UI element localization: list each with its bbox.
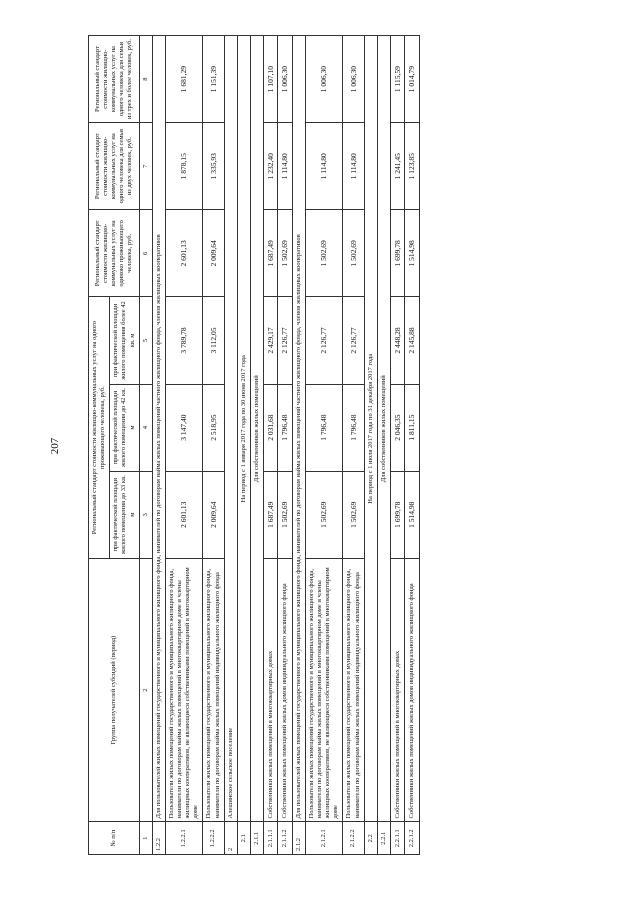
- column-number: 6: [139, 210, 152, 297]
- section-title: Алешинское сельское поселение: [224, 36, 237, 822]
- value-cell: 1 502,69: [343, 471, 364, 558]
- value-cell: 1 114,80: [278, 123, 292, 210]
- value-cell: 2 009,64: [203, 471, 224, 558]
- value-cell: 1 502,69: [305, 471, 343, 558]
- header-family-two: Региональный стандарт стоимости жилищно-коммунальных услуг на одного человека для семьи из двух человек, руб.: [89, 123, 140, 210]
- header-area-42: при фактической площади жилого помещения до 42 кв. м: [110, 384, 139, 471]
- value-cell: 1 796,48: [278, 384, 292, 471]
- value-cell: 2 031,68: [264, 384, 278, 471]
- column-number: 4: [139, 384, 152, 471]
- value-cell: 2 046,35: [390, 384, 404, 471]
- recipient-group-cell: Собственники жилых помещений жилых домов индивидуального жилищного фонда: [405, 558, 419, 822]
- row-number: 2.1: [237, 822, 250, 855]
- value-cell: 1 796,48: [305, 384, 343, 471]
- table-row: [203, 36, 224, 855]
- table-row: [165, 36, 203, 855]
- value-cell: 1 114,80: [343, 123, 364, 210]
- value-cell: 1 699,78: [390, 210, 404, 297]
- column-number: 3: [139, 471, 152, 558]
- row-number: 2.1.1.1: [264, 822, 278, 855]
- value-cell: 3 789,78: [165, 297, 203, 384]
- value-cell: 2 009,64: [203, 210, 224, 297]
- value-cell: 1 699,78: [390, 471, 404, 558]
- row-number: 2: [224, 822, 237, 855]
- table-row: [390, 36, 404, 855]
- value-cell: 1 878,15: [165, 123, 203, 210]
- value-cell: 2 126,77: [278, 297, 292, 384]
- value-cell: 2 601,13: [165, 471, 203, 558]
- period-title: На период с 1 января 2017 года по 30 июня 2017 года: [237, 36, 250, 822]
- recipient-group-cell: Собственники жилых помещений в многоквартирных домах: [390, 558, 404, 822]
- value-cell: 1 123,85: [405, 123, 419, 210]
- row-number: 2.1.1: [250, 822, 263, 855]
- header-family-three: Региональный стандарт стоимости жилищно-коммунальных услуг на одного человека для семьи из трех и более человек, руб.: [89, 36, 140, 123]
- table-row: [278, 36, 292, 855]
- row-number: 1.2.2.2: [203, 822, 224, 855]
- row-number: 2.1.2: [292, 822, 305, 855]
- row-number: 1.2.2: [152, 822, 165, 855]
- value-cell: 1 514,98: [405, 471, 419, 558]
- section-title: Для пользователей жилых помещений государственного и муниципального жилищного фонда, нанимателей по договорам найма жилых помещений частного жилищного фонда, членов жилищных кооперативов: [292, 36, 305, 822]
- value-cell: 1 115,59: [390, 36, 404, 123]
- rotated-table-sheet: [88, 35, 608, 855]
- recipient-group-cell: Собственники жилых помещений в многоквартирных домах: [264, 558, 278, 822]
- row-number: 2.2: [364, 822, 377, 855]
- value-cell: 2 126,77: [305, 297, 343, 384]
- value-cell: 1 241,45: [390, 123, 404, 210]
- row-number: 2.2.1.2: [405, 822, 419, 855]
- recipient-group-cell: Собственники жилых помещений жилых домов индивидуального жилищного фонда: [278, 558, 292, 822]
- header-no: № п/п: [89, 822, 140, 855]
- section-row: [224, 36, 237, 855]
- value-cell: 1 335,93: [203, 123, 224, 210]
- period-row: [364, 36, 377, 855]
- column-number: 8: [139, 36, 152, 123]
- value-cell: 3 112,05: [203, 297, 224, 384]
- value-cell: 1 514,98: [405, 210, 419, 297]
- value-cell: 2 126,77: [343, 297, 364, 384]
- standards-table: [88, 35, 420, 855]
- value-cell: 1 114,80: [305, 123, 343, 210]
- value-cell: 1 502,69: [343, 210, 364, 297]
- header-group-standard: Региональный стандарт стоимости жилищно-коммунальных услуг на одного проживающего человека, руб.: [89, 297, 110, 558]
- value-cell: 1 811,15: [405, 384, 419, 471]
- page-number: 207: [49, 437, 61, 455]
- value-cell: 1 014,79: [405, 36, 419, 123]
- header-single: Региональный стандарт стоимости жилищно-коммунальных услуг на одиноко проживающего человека, руб.: [89, 210, 140, 297]
- value-cell: 1 502,69: [278, 210, 292, 297]
- header-area-33: при фактической площади жилого помещения до 33 кв. м: [110, 471, 139, 558]
- value-cell: 1 232,40: [264, 123, 278, 210]
- value-cell: 2 429,17: [264, 297, 278, 384]
- value-cell: 1 502,69: [305, 210, 343, 297]
- row-number: 2.1.1.2: [278, 822, 292, 855]
- recipient-group-cell: Пользователи жилых помещений государственного и муниципального жилищного фонда, наниматели по договорам найма жилых помещений в многоквартирном доме и члены жилищных кооперативов, не являющиеся собственниками помещений в многоквартирном доме: [305, 558, 343, 822]
- value-cell: 2 601,13: [165, 210, 203, 297]
- value-cell: 1 796,48: [343, 384, 364, 471]
- row-number: 1.2.2.1: [165, 822, 203, 855]
- column-number: 7: [139, 123, 152, 210]
- recipient-group-cell: Пользователи жилых помещений государственного и муниципального жилищного фонда, наниматели по договорам найма жилых помещений индивидуального жилищного фонда: [343, 558, 364, 822]
- period-title: Для собственников жилых помещений: [377, 36, 390, 822]
- value-cell: 2 145,88: [405, 297, 419, 384]
- recipient-group-cell: Пользователи жилых помещений государственного и муниципального жилищного фонда, наниматели по договорам найма жилых помещений индивидуального жилищного фонда: [203, 558, 224, 822]
- value-cell: 2 448,28: [390, 297, 404, 384]
- row-number: 2.2.1: [377, 822, 390, 855]
- table-row: [264, 36, 278, 855]
- column-number: 1: [139, 822, 152, 855]
- period-row: [250, 36, 263, 855]
- section-title: Для пользователей жилых помещений государственного и муниципального жилищного фонда, нанимателей по договорам найма жилых помещений частного жилищного фонда, членов жилищных кооперативов: [152, 36, 165, 822]
- value-cell: 3 147,40: [165, 384, 203, 471]
- period-row: [377, 36, 390, 855]
- period-title: На период с 1 июля 2017 года по 31 декабря 2017 года: [364, 36, 377, 822]
- value-cell: 1 502,69: [278, 471, 292, 558]
- table-row: [405, 36, 419, 855]
- value-cell: 1 687,49: [264, 471, 278, 558]
- value-cell: 1 151,39: [203, 36, 224, 123]
- value-cell: 1 006,30: [305, 36, 343, 123]
- section-row: [292, 36, 305, 855]
- period-title: Для собственников жилых помещений: [250, 36, 263, 822]
- column-numbers-row: [139, 36, 152, 855]
- header-group: Группа получателей субсидий (период): [89, 558, 140, 822]
- recipient-group-cell: Пользователи жилых помещений государственного и муниципального жилищного фонда, наниматели по договорам найма жилых помещений в многоквартирном доме и члены жилищных кооперативов, не являющиеся собственниками помещений в многоквартирном доме: [165, 558, 203, 822]
- value-cell: 1 687,49: [264, 210, 278, 297]
- column-number: 2: [139, 558, 152, 822]
- period-row: [237, 36, 250, 855]
- header-row-1: [89, 36, 110, 855]
- row-number: 2.1.2.1: [305, 822, 343, 855]
- table-row: [305, 36, 343, 855]
- row-number: 2.1.2.2: [343, 822, 364, 855]
- value-cell: 1 006,30: [343, 36, 364, 123]
- value-cell: 1 681,29: [165, 36, 203, 123]
- header-area-over-42: при фактической площади жилого помещения более 42 кв. м: [110, 297, 139, 384]
- value-cell: 1 006,30: [278, 36, 292, 123]
- value-cell: 2 518,95: [203, 384, 224, 471]
- row-number: 2.2.1.1: [390, 822, 404, 855]
- column-number: 5: [139, 297, 152, 384]
- value-cell: 1 107,10: [264, 36, 278, 123]
- section-row: [152, 36, 165, 855]
- table-row: [343, 36, 364, 855]
